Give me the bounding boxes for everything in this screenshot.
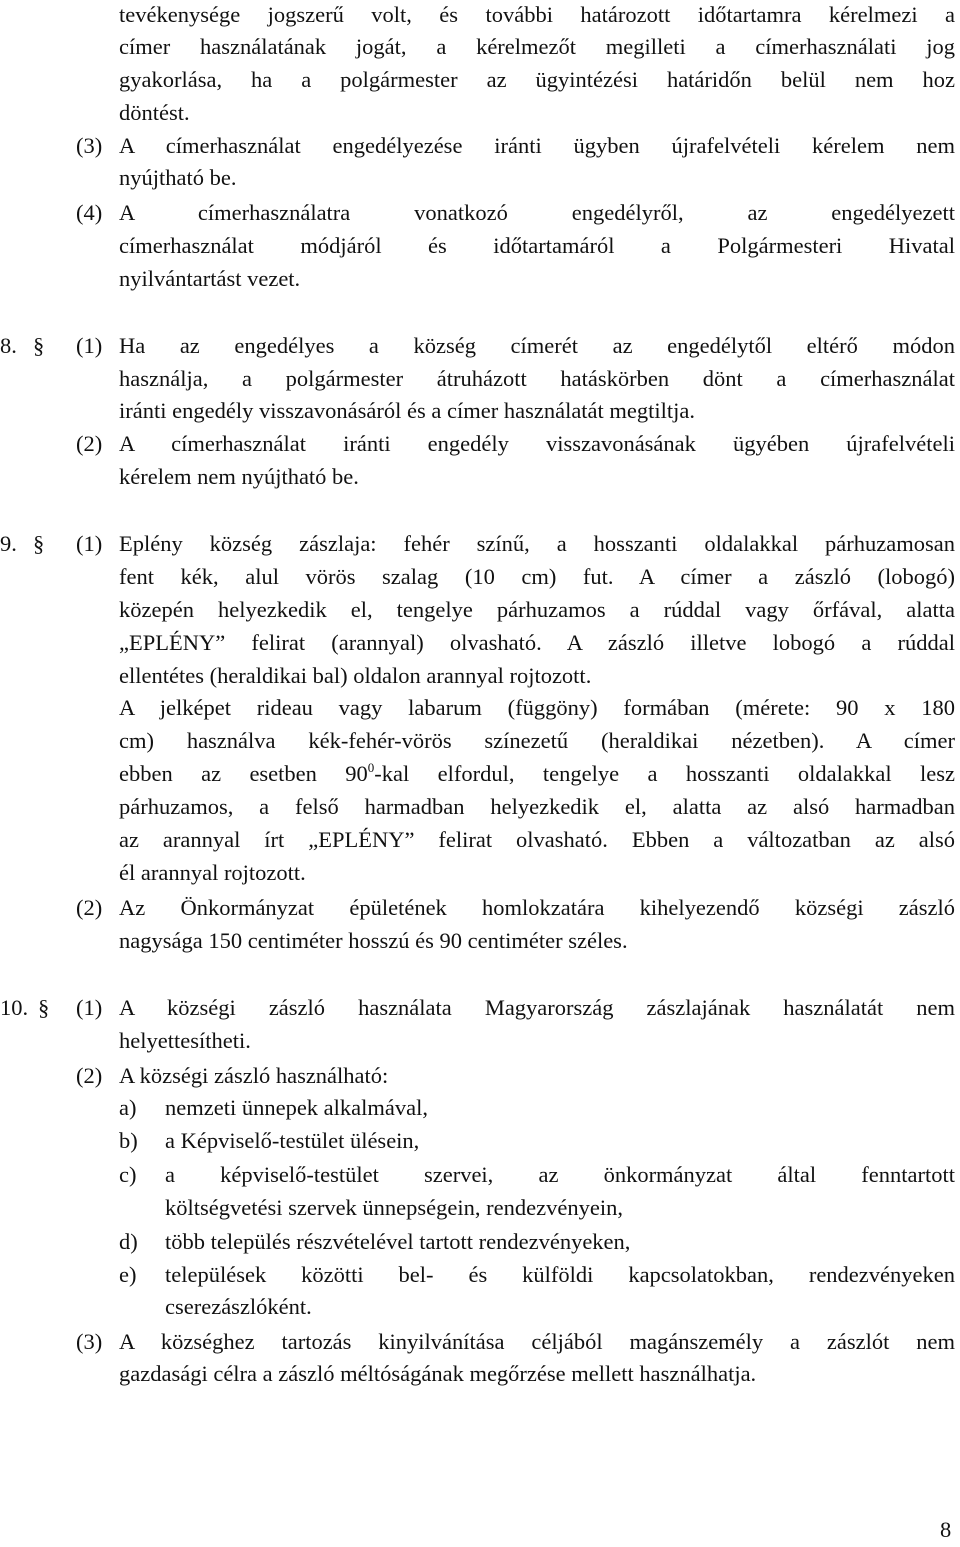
paragraph-line: Az Önkormányzat épületének homlokzatára kihelyezendő községi zászló [119, 895, 955, 920]
list-item-text: nemzeti ünnepek alkalmával, [165, 1095, 429, 1120]
list-item-text: a Képviselő-testület ülésein, [165, 1128, 420, 1153]
list-item-text: költségvetési szervek ünnepségein, rendezvényein, [165, 1195, 623, 1220]
paragraph-number: (1) [76, 333, 103, 358]
paragraph-line: A jelképet rideau vagy labarum (függöny) formában (mérete: 90 x 180 [119, 695, 955, 720]
section-sign: § [38, 995, 50, 1020]
text-fragment: -kal elfordul, tengelye a hosszanti oldalakkal lesz [374, 761, 955, 786]
paragraph-line: A községi zászló használata Magyarország zászlajának használatát nem [119, 995, 955, 1020]
paragraph-line: nyújtható be. [119, 165, 237, 190]
paragraph-line: nagysága 150 centiméter hosszú és 90 centiméter széles. [119, 928, 628, 953]
paragraph-line: közepén helyezkedik el, tengelye párhuzamos a rúddal vagy őrfával, alatta [119, 597, 955, 622]
list-item-label: d) [119, 1229, 138, 1254]
paragraph-line: gazdasági célra a zászló méltóságának megőrzése mellett használhatja. [119, 1361, 757, 1386]
section-number: 8. [0, 333, 17, 358]
paragraph-line: helyettesítheti. [119, 1028, 251, 1053]
paragraph-line: „EPLÉNY” felirat (arannyal) olvasható. A zászló illetve lobogó a rúddal [119, 630, 955, 655]
paragraph-line: címer használatának jogát, a kérelmezőt megilleti a címerhasználati jog [119, 34, 955, 59]
paragraph-line: iránti engedély visszavonásáról és a címer használatát megtiltja. [119, 398, 696, 423]
list-item-label: b) [119, 1128, 138, 1153]
paragraph-line: gyakorlása, ha a polgármester az ügyintézési határidőn belül nem hoz [119, 67, 955, 92]
paragraph-line: kérelem nem nyújtható be. [119, 464, 359, 489]
section-number: 10. [0, 995, 29, 1020]
list-item-label: c) [119, 1162, 137, 1187]
superscript-degree: 0 [367, 760, 375, 775]
list-item-text: több település részvételével tartott rendezvényeken, [165, 1229, 631, 1254]
list-item-text: települések közötti bel- és külföldi kapcsolatokban, rendezvényeken [165, 1262, 955, 1287]
section-number: 9. [0, 531, 17, 556]
paragraph-number: (1) [76, 531, 103, 556]
paragraph-number: (2) [76, 431, 103, 456]
text-fragment: ebben az esetben 90 [119, 761, 368, 786]
list-item-text: cserezászlóként. [165, 1294, 312, 1319]
paragraph-line: párhuzamos, a felső harmadban helyezkedik el, alatta az alsó harmadban [119, 794, 955, 819]
paragraph-line: A címerhasználat engedélyezése iránti ügyben újrafelvételi kérelem nem [119, 133, 955, 158]
paragraph-line: Eplény község zászlaja: fehér színű, a hosszanti oldalakkal párhuzamosan [119, 531, 955, 556]
paragraph-line: A címerhasználatra vonatkozó engedélyről, az engedélyezett [119, 200, 955, 225]
paragraph-number: (2) [76, 895, 103, 920]
paragraph-number: (3) [76, 1329, 103, 1354]
paragraph-line: döntést. [119, 100, 190, 125]
paragraph-line: ellentétes (heraldikai bal) oldalon arannyal rojtozott. [119, 663, 592, 688]
list-item-text: a képviselő-testület szervei, az önkormányzat által fenntartott [165, 1162, 955, 1187]
paragraph-line: A címerhasználat iránti engedély visszavonásának ügyében újrafelvételi [119, 431, 955, 456]
paragraph-line: használja, a polgármester átruházott hatáskörben dönt a címerhasználat [119, 366, 955, 391]
paragraph-line: A községi zászló használható: [119, 1063, 389, 1088]
paragraph-line: nyilvántartást vezet. [119, 266, 301, 291]
paragraph-line-with-superscript [119, 759, 955, 789]
list-item-label: a) [119, 1095, 137, 1120]
section-sign: § [33, 531, 45, 556]
section-sign: § [33, 333, 45, 358]
paragraph-line: Ha az engedélyes a község címerét az engedélytől eltérő módon [119, 333, 955, 358]
paragraph-line: fent kék, alul vörös szalag (10 cm) fut. A címer a zászló (lobogó) [119, 564, 955, 589]
paragraph-number: (3) [76, 133, 103, 158]
paragraph-line: az arannyal írt „EPLÉNY” felirat olvasható. Ebben a változatban az alsó [119, 827, 955, 852]
paragraph-line: A községhez tartozás kinyilvánítása céljából magánszemély a zászlót nem [119, 1329, 955, 1354]
paragraph-line: címerhasználat módjáról és időtartamáról a Polgármesteri Hivatal [119, 233, 955, 258]
paragraph-line: tevékenysége jogszerű volt, és további határozott időtartamra kérelmezi a [119, 2, 955, 27]
paragraph-line: él arannyal rojtozott. [119, 860, 306, 885]
list-item-label: e) [119, 1262, 137, 1287]
paragraph-line: cm) használva kék-fehér-vörös színezetű (heraldikai nézetben). A címer [119, 728, 955, 753]
paragraph-number: (1) [76, 995, 103, 1020]
paragraph-number: (4) [76, 200, 103, 225]
page-number: 8 [940, 1517, 952, 1542]
paragraph-number: (2) [76, 1063, 103, 1088]
